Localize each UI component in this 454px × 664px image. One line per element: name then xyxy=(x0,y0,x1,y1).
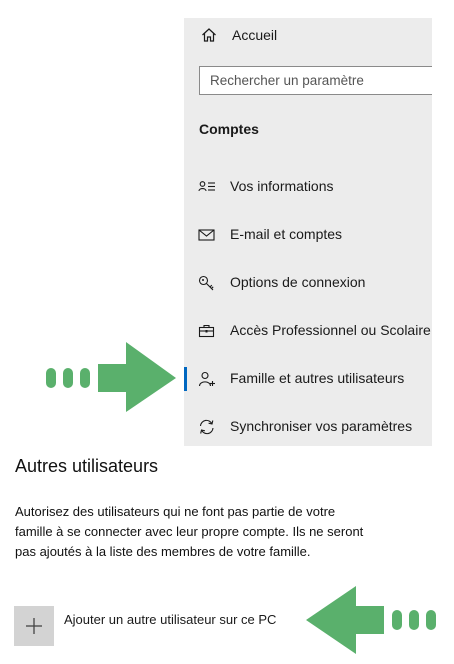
person-add-icon xyxy=(198,371,216,387)
other-users-description: Autorisez des utilisateurs qui ne font pas partie de votre famille à se connecter avec leur propre compte. Ils ne seront pas ajoutés à la liste des membres de votre famille. xyxy=(15,504,364,559)
section-title: Comptes xyxy=(199,121,259,137)
add-user-tile[interactable] xyxy=(14,606,54,646)
nav-item-label: Synchroniser vos paramètres xyxy=(230,418,413,434)
nav-item-family-other-users[interactable] xyxy=(184,359,432,399)
annotation-arrow-left-icon xyxy=(304,584,438,656)
mail-icon xyxy=(198,227,216,243)
nav-item-sign-in-options[interactable] xyxy=(184,263,432,303)
nav-home-label: Accueil xyxy=(232,27,278,43)
nav-item-label: Accès Professionnel ou Scolaire xyxy=(230,322,431,338)
add-other-user-button[interactable] xyxy=(14,604,304,648)
settings-nav-panel xyxy=(184,18,432,446)
nav-item-label: Options de connexion xyxy=(230,274,366,290)
key-icon xyxy=(198,275,216,291)
nav-item-label: Vos informations xyxy=(230,178,334,194)
search-input[interactable] xyxy=(200,67,430,94)
home-icon xyxy=(201,27,217,43)
nav-item-label: Famille et autres utilisateurs xyxy=(230,370,405,386)
annotation-arrow-right-icon xyxy=(44,340,178,414)
nav-item-sync-settings[interactable] xyxy=(184,407,432,447)
nav-item-label: E-mail et comptes xyxy=(230,226,343,242)
nav-home[interactable] xyxy=(184,18,432,52)
nav-item-email-accounts[interactable] xyxy=(184,215,432,255)
nav-item-your-info[interactable] xyxy=(184,167,432,207)
add-other-user-label[interactable]: Ajouter un autre utilisateur sur ce PC xyxy=(64,612,277,627)
person-card-icon xyxy=(198,179,216,195)
nav-item-work-school[interactable] xyxy=(184,311,432,351)
search-box[interactable] xyxy=(199,66,432,95)
briefcase-icon xyxy=(198,323,216,339)
plus-icon xyxy=(25,617,43,635)
other-users-heading: Autres utilisateurs xyxy=(15,456,159,476)
sync-icon xyxy=(198,419,216,435)
